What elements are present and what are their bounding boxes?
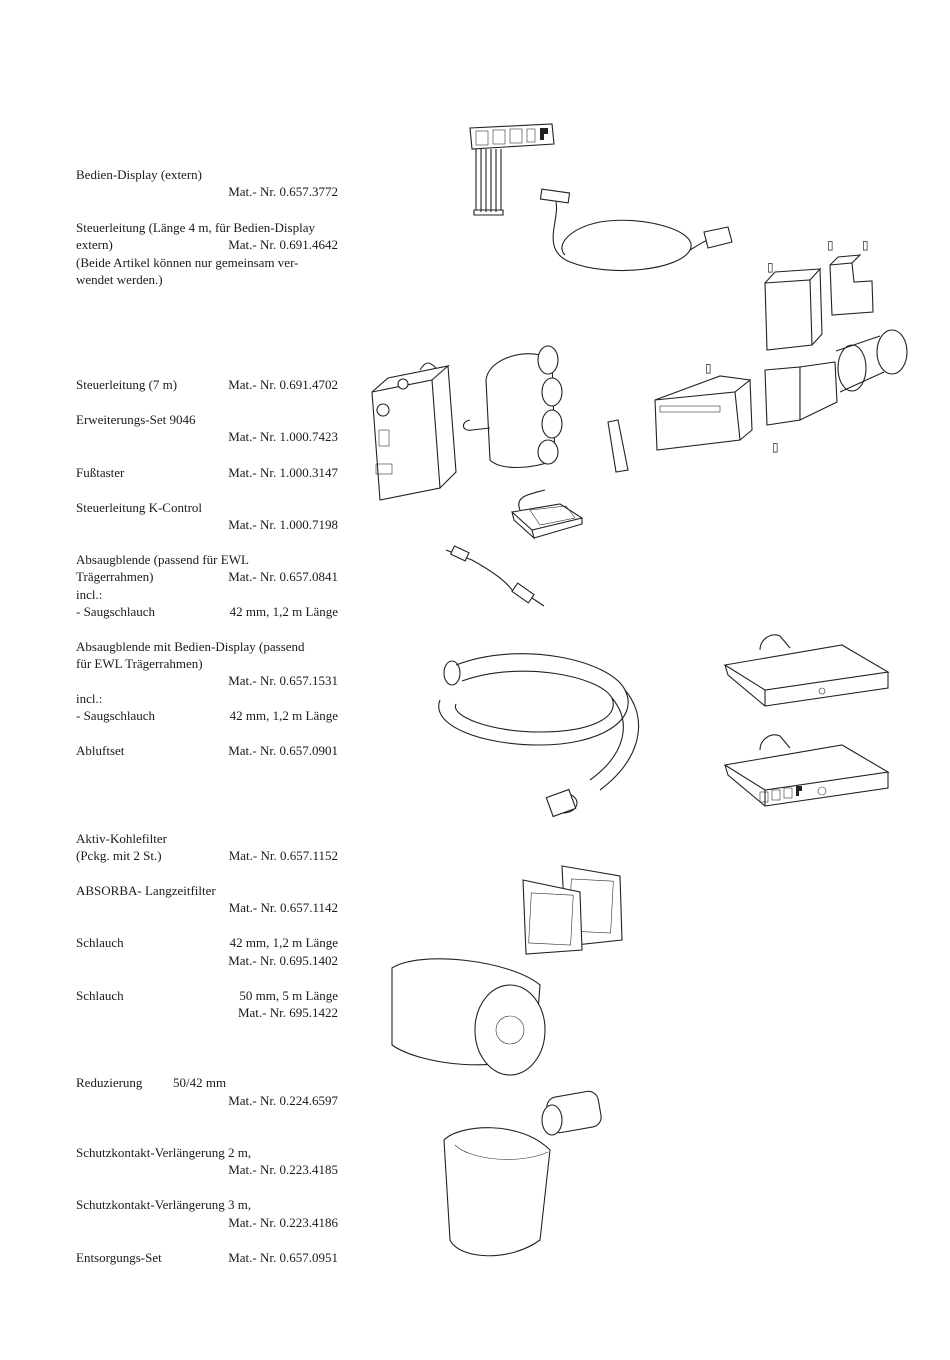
item-title: Steuerleitung (Länge 4 m, für Bedien-Display (76, 220, 315, 235)
absaugrahmen-illustration (608, 376, 752, 472)
fusstaster-illustration (512, 490, 582, 538)
item-mat-nr: Mat.- Nr. 0.223.4186 (228, 1215, 338, 1230)
absaugblende-illustration (725, 635, 888, 706)
item-mat-nr: Mat.- Nr. 1.000.7423 (228, 429, 338, 444)
abluftset-illustration (765, 255, 907, 425)
item-spec: 50 mm, 5 m Länge (239, 988, 338, 1003)
item-title: ABSORBA- Langzeitfilter (76, 883, 216, 898)
item-spec: 42 mm, 1,2 m Länge (229, 708, 338, 723)
item-mat-nr: Mat.- Nr. 0.691.4702 (228, 377, 338, 392)
item-mat-nr: Mat.- Nr. 1.000.3147 (228, 465, 338, 480)
item-title: Absaugblende mit Bedien-Display (passend (76, 639, 305, 654)
saugschlauch-illustration (439, 654, 639, 817)
item-title: Trägerrahmen) (76, 569, 154, 584)
item-note: - Saugschlauch (76, 708, 156, 723)
steuerleitung-4m-illustration (540, 189, 732, 270)
placeholder-glyph-icon: ▯ (827, 238, 834, 252)
item-mat-nr: Mat.- Nr. 0.224.6597 (228, 1093, 338, 1108)
item-mat-nr: Mat.- Nr. 0.657.0951 (228, 1250, 338, 1265)
item-title: Reduzierung (76, 1075, 143, 1090)
item-title: Schutzkontakt-Verlängerung 3 m, (76, 1197, 252, 1212)
bedien-display-illustration (470, 124, 554, 215)
item-title: Abluftset (76, 743, 125, 758)
placeholder-glyph-icon: ▯ (767, 260, 774, 274)
item-spec: 50/42 mm (173, 1075, 227, 1090)
entsorgungs-set-illustration (444, 1128, 550, 1256)
item-title: Erweiterungs-Set 9046 (76, 412, 196, 427)
item-title: Schlauch (76, 988, 124, 1003)
item-note: wendet werden.) (76, 272, 163, 287)
item-mat-nr: Mat.- Nr. 0.223.4185 (228, 1162, 338, 1177)
item-title: Absaugblende (passend für EWL (76, 552, 249, 567)
item-note: (Beide Artikel können nur gemeinsam ver- (76, 255, 299, 270)
item-note: incl.: (76, 691, 103, 706)
item-spec: 42 mm, 1,2 m Länge (229, 935, 338, 950)
item-mat-nr: Mat.- Nr. 0.657.3772 (228, 184, 338, 199)
item-title: Aktiv-Kohlefilter (76, 831, 167, 846)
item-title: extern) (76, 237, 113, 252)
item-mat-nr: Mat.- Nr. 0.657.1531 (228, 673, 338, 688)
absaugblende-display-illustration (725, 735, 888, 806)
aktiv-kohlefilter-illustration (523, 866, 622, 954)
placeholder-glyph-icon: ▯ (772, 440, 779, 454)
item-mat-nr: Mat.- Nr. 0.657.0841 (228, 569, 338, 584)
absorba-illustration (392, 959, 545, 1075)
item-mat-nr: Mat.- Nr. 0.691.4642 (228, 237, 338, 252)
item-title: Schutzkontakt-Verlängerung 2 m, (76, 1145, 252, 1160)
erweiterungs-set-illustration (463, 346, 562, 468)
item-title: Bedien-Display (extern) (76, 167, 202, 182)
steuerleitung-7m-illustration (372, 363, 456, 500)
placeholder-glyph-icon: ▯ (705, 361, 712, 375)
item-mat-nr: Mat.- Nr. 1.000.7198 (228, 517, 338, 532)
placeholder-glyph-icon: ▯ (862, 238, 869, 252)
item-title: Schlauch (76, 935, 124, 950)
item-note: incl.: (76, 587, 103, 602)
item-title: Steuerleitung (7 m) (76, 377, 178, 392)
reduzierung-illustration (542, 1090, 603, 1135)
item-title: Steuerleitung K-Control (76, 500, 203, 515)
item-title: (Pckg. mit 2 St.) (76, 848, 162, 863)
item-title: für EWL Trägerrahmen) (76, 656, 203, 671)
item-mat-nr: Mat.- Nr. 695.1422 (237, 1005, 338, 1020)
item-mat-nr: Mat.- Nr. 0.657.1142 (228, 900, 338, 915)
item-mat-nr: Mat.- Nr. 0.657.1152 (228, 848, 338, 863)
item-spec: 42 mm, 1,2 m Länge (229, 604, 338, 619)
item-title: Fußtaster (76, 465, 125, 480)
item-mat-nr: Mat.- Nr. 0.657.0901 (228, 743, 338, 758)
item-note: - Saugschlauch (76, 604, 156, 619)
item-mat-nr: Mat.- Nr. 0.695.1402 (228, 953, 338, 968)
item-title: Entsorgungs-Set (76, 1250, 162, 1265)
steuerleitung-kcontrol-illustration (446, 546, 544, 606)
